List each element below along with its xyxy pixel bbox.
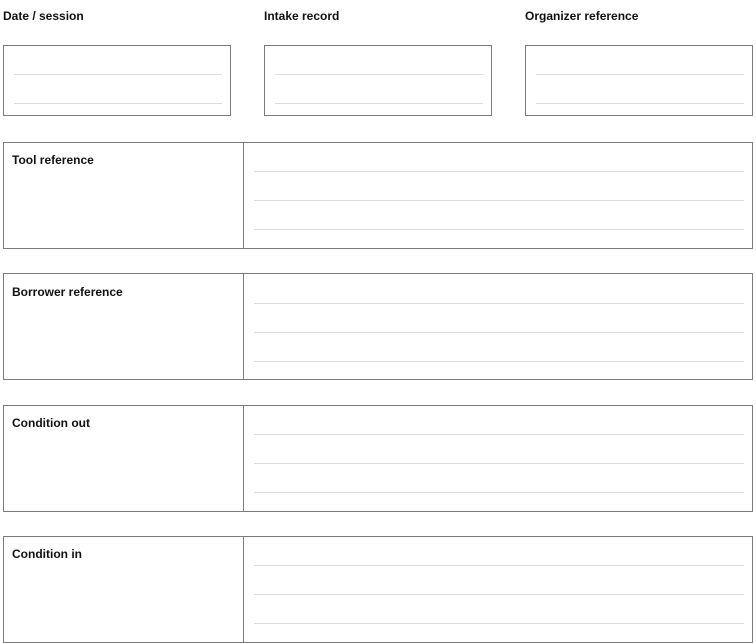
condition-in-label-cell [4, 537, 244, 642]
writing-line[interactable] [254, 434, 744, 435]
intake-record-field[interactable] [264, 45, 492, 116]
condition-out-label: Condition out [12, 416, 90, 430]
condition-out-label-cell [4, 406, 244, 511]
condition-in-label: Condition in [12, 547, 82, 561]
organizer-reference-label: Organizer reference [525, 9, 639, 23]
tool-reference-label: Tool reference [12, 153, 94, 167]
writing-line[interactable] [254, 565, 744, 566]
condition-in-section [3, 536, 753, 643]
writing-line[interactable] [254, 171, 744, 172]
writing-line[interactable] [254, 594, 744, 595]
organizer-reference-field[interactable] [525, 45, 753, 116]
writing-line [275, 103, 483, 104]
writing-line[interactable] [254, 623, 744, 624]
intake-record-label: Intake record [264, 9, 340, 23]
writing-line [14, 103, 222, 104]
date-session-label: Date / session [3, 9, 84, 23]
writing-line[interactable] [254, 463, 744, 464]
writing-line [536, 74, 744, 75]
writing-line[interactable] [254, 229, 744, 230]
condition-out-section [3, 405, 753, 512]
writing-line[interactable] [254, 361, 744, 362]
writing-line[interactable] [254, 492, 744, 493]
borrower-reference-label-cell [4, 274, 244, 379]
writing-line [536, 103, 744, 104]
writing-line[interactable] [254, 332, 744, 333]
tool-reference-section [3, 142, 753, 249]
writing-line [275, 74, 483, 75]
borrower-reference-section [3, 273, 753, 380]
tool-reference-label-cell [4, 143, 244, 248]
date-session-field[interactable] [3, 45, 231, 116]
writing-line [14, 74, 222, 75]
writing-line[interactable] [254, 200, 744, 201]
writing-line[interactable] [254, 303, 744, 304]
borrower-reference-label: Borrower reference [12, 285, 123, 299]
